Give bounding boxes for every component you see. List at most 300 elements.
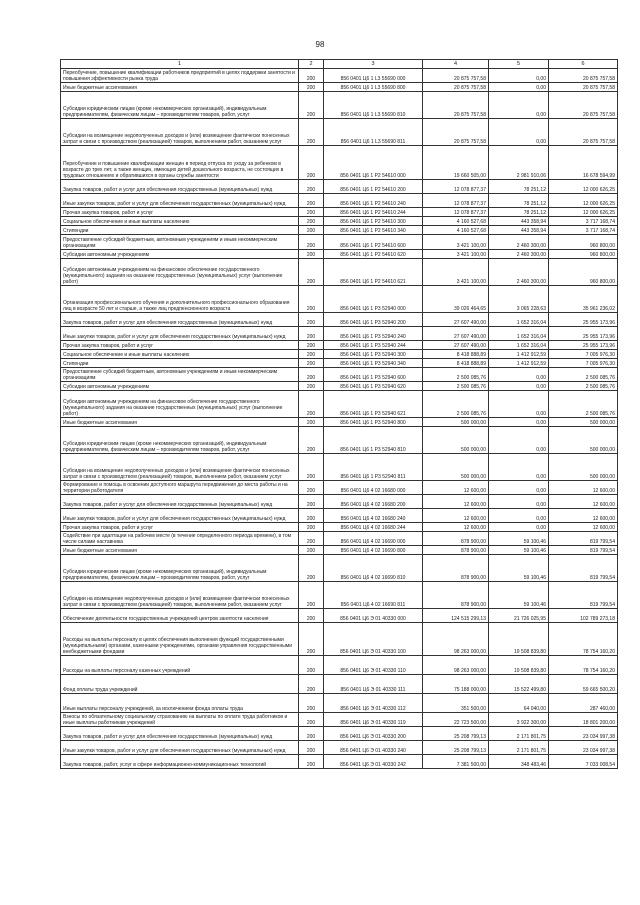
row-plan-cell: 500 000,00: [423, 418, 489, 427]
row-kbk-cell: 856 0401 Ц6 1 P2 54610 600: [324, 235, 423, 250]
table-row: [61, 523, 618, 532]
row-code-cell: 200: [299, 555, 324, 582]
row-name-cell: Обеспечение деятельности государственных учреждений центров занятости населения: [61, 609, 299, 623]
row-code-cell: 200: [299, 509, 324, 523]
row-kbk-cell: 856 0401 Ц6 Э 01 40330 200: [324, 727, 423, 741]
row-plan-cell: 500 000,00: [423, 454, 489, 481]
row-name-cell: Прочая закупка товаров, работ и услуг: [61, 341, 299, 350]
row-rest-cell: 3 717 168,74: [549, 226, 618, 235]
row-exec-cell: 15 522 499,80: [489, 675, 549, 694]
row-name-cell: Субсидии на возмещение недополученных доходов и (или) возмещение фактически понесенных затрат в связи с производством (реализацией) товаров, выполнением работ, оказанием услуг: [61, 454, 299, 481]
row-plan-cell: 20 875 757,58: [423, 92, 489, 119]
row-rest-cell: 500 000,00: [549, 454, 618, 481]
row-exec-cell: 78 251,12: [489, 208, 549, 217]
row-rest-cell: 960 800,00: [549, 250, 618, 259]
row-name-cell: Взносы по обязательному социальному страхованию на выплаты по оплате труда работников и иные выплаты работникам учреждений: [61, 713, 299, 727]
row-exec-cell: 2 460 300,00: [489, 235, 549, 250]
row-rest-cell: 59 665 500,20: [549, 675, 618, 694]
row-name-cell: Содействие при адаптации на рабочем месте (в течение определенного периода времени), в том числе силами наставника: [61, 532, 299, 546]
table-row: [61, 391, 618, 418]
row-exec-cell: 78 251,12: [489, 194, 549, 208]
row-code-cell: 200: [299, 755, 324, 769]
row-name-cell: Субсидии автономным учреждениям на финансовое обеспечение государственного (муниципального) задания на оказание государственных (муниципальных) услуг (выполнение работ): [61, 259, 299, 286]
row-exec-cell: 3 065 228,63: [489, 286, 549, 313]
table-row: [61, 454, 618, 481]
column-header: 4: [423, 60, 489, 69]
table-row: [61, 83, 618, 92]
row-name-cell: Иные бюджетные ассигнования: [61, 418, 299, 427]
row-plan-cell: 124 515 299,13: [423, 609, 489, 623]
row-code-cell: 200: [299, 532, 324, 546]
row-exec-cell: 0,00: [489, 382, 549, 391]
row-kbk-cell: 856 0401 Ц6 Э 01 40330 000: [324, 609, 423, 623]
row-exec-cell: 0,00: [489, 391, 549, 418]
row-code-cell: 200: [299, 623, 324, 656]
row-code-cell: 200: [299, 180, 324, 194]
row-name-cell: Социальное обеспечение и иные выплаты населению: [61, 350, 299, 359]
row-kbk-cell: 856 0401 Ц6 1 P2 54610 240: [324, 194, 423, 208]
row-exec-cell: 0,00: [489, 368, 549, 382]
row-rest-cell: 2 500 085,76: [549, 382, 618, 391]
row-code-cell: 200: [299, 69, 324, 83]
row-name-cell: Предоставление субсидий бюджетным, автономным учреждениям и иным некоммерческим организациям: [61, 235, 299, 250]
row-code-cell: 200: [299, 582, 324, 609]
row-kbk-cell: 856 0401 Ц6 1 P3 52940 300: [324, 350, 423, 359]
row-plan-cell: 12 600,00: [423, 481, 489, 495]
row-exec-cell: 0,00: [489, 495, 549, 509]
row-plan-cell: 4 160 527,68: [423, 217, 489, 226]
row-kbk-cell: 856 0401 Ц6 4 02 16680 200: [324, 495, 423, 509]
row-code-cell: 200: [299, 391, 324, 418]
row-code-cell: 200: [299, 313, 324, 327]
row-code-cell: 200: [299, 368, 324, 382]
table-row: [61, 146, 618, 180]
table-row: [61, 555, 618, 582]
row-plan-cell: 7 381 500,00: [423, 755, 489, 769]
row-rest-cell: 12 000 626,25: [549, 208, 618, 217]
row-name-cell: Стипендии: [61, 359, 299, 368]
row-exec-cell: 0,00: [489, 83, 549, 92]
row-rest-cell: 819 799,54: [549, 532, 618, 546]
row-kbk-cell: 856 0401 Ц6 4 02 16680 240: [324, 509, 423, 523]
row-kbk-cell: 856 0401 Ц6 1 P2 54610 620: [324, 250, 423, 259]
row-kbk-cell: 856 0401 Ц6 1 P3 52940 811: [324, 454, 423, 481]
row-rest-cell: 12 600,00: [549, 481, 618, 495]
row-rest-cell: 12 000 626,25: [549, 194, 618, 208]
row-name-cell: Предоставление субсидий бюджетным, автономным учреждениям и иным некоммерческим организациям: [61, 368, 299, 382]
table-row: [61, 368, 618, 382]
row-rest-cell: 20 875 757,58: [549, 83, 618, 92]
row-code-cell: 200: [299, 454, 324, 481]
row-plan-cell: 98 263 000,00: [423, 623, 489, 656]
row-code-cell: 200: [299, 119, 324, 146]
row-exec-cell: 2 460 300,00: [489, 259, 549, 286]
row-kbk-cell: 856 0401 Ц6 1 P3 52940 620: [324, 382, 423, 391]
row-code-cell: 200: [299, 694, 324, 713]
table-row: [61, 546, 618, 555]
table-row: [61, 481, 618, 495]
row-kbk-cell: 856 0401 Ц6 Э 01 40330 119: [324, 713, 423, 727]
row-rest-cell: 23 034 997,38: [549, 741, 618, 755]
row-exec-cell: 1 412 912,59: [489, 359, 549, 368]
row-code-cell: 200: [299, 382, 324, 391]
row-name-cell: Прочая закупка товаров, работ и услуг: [61, 208, 299, 217]
row-name-cell: Фонд оплаты труда учреждений: [61, 675, 299, 694]
row-exec-cell: 0,00: [489, 69, 549, 83]
row-exec-cell: 59 100,46: [489, 532, 549, 546]
row-rest-cell: 102 789 273,18: [549, 609, 618, 623]
row-exec-cell: 0,00: [489, 427, 549, 454]
row-kbk-cell: 856 0401 Ц6 1 P3 52940 244: [324, 341, 423, 350]
row-code-cell: 200: [299, 217, 324, 226]
row-exec-cell: 0,00: [489, 92, 549, 119]
table-row: [61, 286, 618, 313]
row-plan-cell: 12 600,00: [423, 495, 489, 509]
row-exec-cell: 0,00: [489, 119, 549, 146]
row-plan-cell: 25 208 799,13: [423, 727, 489, 741]
row-plan-cell: 12 600,00: [423, 509, 489, 523]
row-exec-cell: 21 726 025,95: [489, 609, 549, 623]
row-name-cell: Закупка товаров, работ и услуг для обеспечения государственных (муниципальных) нужд: [61, 313, 299, 327]
row-rest-cell: 35 961 236,02: [549, 286, 618, 313]
row-name-cell: Закупка товаров, работ, услуг в сфере информационно-коммуникационных технологий: [61, 755, 299, 769]
row-plan-cell: 27 607 490,00: [423, 327, 489, 341]
row-plan-cell: 20 875 757,58: [423, 119, 489, 146]
row-rest-cell: 25 955 173,96: [549, 341, 618, 350]
table-body: [61, 69, 618, 769]
row-code-cell: 200: [299, 495, 324, 509]
row-kbk-cell: 856 0401 Ц6 1 P3 52940 240: [324, 327, 423, 341]
row-name-cell: Субсидии автономным учреждениям на финансовое обеспечение государственного (муниципального) задания на оказание государственных (муниципальных) услуг (выполнение работ): [61, 391, 299, 418]
row-name-cell: Иные закупки товаров, работ и услуг для обеспечения государственных (муниципальных) нужд: [61, 327, 299, 341]
row-exec-cell: 0,00: [489, 418, 549, 427]
table-row: [61, 359, 618, 368]
row-name-cell: Субсидии юридическим лицам (кроме некоммерческих организаций), индивидуальным предпринимателям, физическим лицам – производителям товаров, работ, услуг: [61, 92, 299, 119]
table-row: [61, 382, 618, 391]
row-exec-cell: 443 358,94: [489, 217, 549, 226]
row-rest-cell: 287 460,00: [549, 694, 618, 713]
row-rest-cell: 20 875 757,58: [549, 119, 618, 146]
row-exec-cell: 3 922 300,00: [489, 713, 549, 727]
table-header-row: [61, 60, 618, 69]
row-rest-cell: 12 600,00: [549, 523, 618, 532]
row-kbk-cell: 856 0401 Ц6 1 P2 54610 200: [324, 180, 423, 194]
row-plan-cell: 20 875 757,58: [423, 83, 489, 92]
row-kbk-cell: 856 0401 Ц6 1 P3 52940 340: [324, 359, 423, 368]
row-plan-cell: 75 188 000,00: [423, 675, 489, 694]
column-header: 3: [324, 60, 423, 69]
row-plan-cell: 3 421 100,00: [423, 250, 489, 259]
row-rest-cell: 16 678 594,99: [549, 146, 618, 180]
row-name-cell: Субсидии юридическим лицам (кроме некоммерческих организаций), индивидуальным предпринимателям, физическим лицам – производителям товаров, работ, услуг: [61, 427, 299, 454]
row-plan-cell: 2 500 085,76: [423, 382, 489, 391]
row-kbk-cell: 856 0401 Ц6 1 L3 55690 810: [324, 92, 423, 119]
row-kbk-cell: 856 0401 Ц6 1 P2 54610 300: [324, 217, 423, 226]
table-row: [61, 427, 618, 454]
row-code-cell: 200: [299, 546, 324, 555]
table-row: [61, 180, 618, 194]
row-exec-cell: 2 460 300,00: [489, 250, 549, 259]
row-code-cell: 200: [299, 286, 324, 313]
row-kbk-cell: 856 0401 Ц6 4 02 16690 000: [324, 532, 423, 546]
row-exec-cell: 59 100,46: [489, 546, 549, 555]
row-code-cell: 200: [299, 418, 324, 427]
row-exec-cell: 2 981 910,06: [489, 146, 549, 180]
row-exec-cell: 78 251,12: [489, 180, 549, 194]
budget-table: [60, 59, 618, 769]
table-row: [61, 341, 618, 350]
row-kbk-cell: 856 0401 Ц6 1 P3 52940 800: [324, 418, 423, 427]
row-rest-cell: 960 800,00: [549, 235, 618, 250]
row-kbk-cell: 856 0401 Ц6 1 P2 54610 244: [324, 208, 423, 217]
row-name-cell: Субсидии автономным учреждениям: [61, 382, 299, 391]
row-plan-cell: 878 900,00: [423, 582, 489, 609]
column-header: 6: [549, 60, 618, 69]
table-row: [61, 69, 618, 83]
row-plan-cell: 25 208 799,13: [423, 741, 489, 755]
table-row: [61, 208, 618, 217]
row-plan-cell: 98 263 000,00: [423, 656, 489, 675]
row-name-cell: Субсидии автономным учреждениям: [61, 250, 299, 259]
row-rest-cell: 25 955 173,96: [549, 327, 618, 341]
row-name-cell: Переобучение и повышение квалификации женщин в период отпуска по уходу за ребенком в возрасте до трех лет, а также женщин, имеющих детей дошкольного возраста, не состоящих в трудовых отношениях и обратившихся в органы службы занятости: [61, 146, 299, 180]
row-name-cell: Прочая закупка товаров, работ и услуг: [61, 523, 299, 532]
row-kbk-cell: 856 0401 Ц6 Э 01 40330 242: [324, 755, 423, 769]
row-plan-cell: 4 160 527,68: [423, 226, 489, 235]
table-row: [61, 656, 618, 675]
row-exec-cell: 0,00: [489, 509, 549, 523]
row-plan-cell: 27 607 490,00: [423, 313, 489, 327]
row-exec-cell: 59 100,46: [489, 555, 549, 582]
row-code-cell: 200: [299, 259, 324, 286]
row-kbk-cell: 856 0401 Ц6 1 L3 55690 811: [324, 119, 423, 146]
row-name-cell: Стипендии: [61, 226, 299, 235]
table-row: [61, 727, 618, 741]
row-kbk-cell: 856 0401 Ц6 1 P2 54610 621: [324, 259, 423, 286]
row-name-cell: Иные выплаты персоналу учреждений, за исключением фонда оплаты труда: [61, 694, 299, 713]
row-code-cell: 200: [299, 727, 324, 741]
row-code-cell: 200: [299, 146, 324, 180]
row-kbk-cell: 856 0401 Ц6 4 02 16690 811: [324, 582, 423, 609]
row-kbk-cell: 856 0401 Ц6 1 P3 52940 810: [324, 427, 423, 454]
table-row: [61, 755, 618, 769]
row-rest-cell: 25 955 173,96: [549, 313, 618, 327]
row-plan-cell: 3 421 100,00: [423, 235, 489, 250]
row-plan-cell: 2 500 085,76: [423, 391, 489, 418]
row-kbk-cell: 856 0401 Ц6 1 P3 52940 200: [324, 313, 423, 327]
row-plan-cell: 39 026 464,65: [423, 286, 489, 313]
table-row: [61, 694, 618, 713]
table-row: [61, 713, 618, 727]
row-plan-cell: 878 900,00: [423, 532, 489, 546]
row-code-cell: 200: [299, 92, 324, 119]
row-plan-cell: 12 078 877,37: [423, 180, 489, 194]
table-row: [61, 119, 618, 146]
row-rest-cell: 960 800,00: [549, 259, 618, 286]
row-rest-cell: 7 033 008,54: [549, 755, 618, 769]
row-name-cell: Расходы на выплаты персоналу казенных учреждений: [61, 656, 299, 675]
row-plan-cell: 20 875 757,58: [423, 69, 489, 83]
row-name-cell: Переобучение, повышение квалификации работников предприятий в целях поддержки занятости и повышения эффективности рынка труда: [61, 69, 299, 83]
row-code-cell: 200: [299, 235, 324, 250]
row-name-cell: Закупка товаров, работ и услуг для обеспечения государственных (муниципальных) нужд: [61, 180, 299, 194]
row-rest-cell: 20 875 757,58: [549, 92, 618, 119]
row-rest-cell: 500 000,00: [549, 418, 618, 427]
row-exec-cell: 1 652 316,04: [489, 327, 549, 341]
table-row: [61, 582, 618, 609]
table-row: [61, 532, 618, 546]
row-rest-cell: 78 754 160,20: [549, 623, 618, 656]
row-code-cell: 200: [299, 226, 324, 235]
row-rest-cell: 18 801 200,00: [549, 713, 618, 727]
column-header: 1: [61, 60, 299, 69]
table-row: [61, 235, 618, 250]
row-plan-cell: 2 500 085,76: [423, 368, 489, 382]
row-kbk-cell: 856 0401 Ц6 1 P3 52940 600: [324, 368, 423, 382]
row-name-cell: Иные закупки товаров, работ и услуг для обеспечения государственных (муниципальных) нужд: [61, 741, 299, 755]
row-code-cell: 200: [299, 481, 324, 495]
row-exec-cell: 2 171 801,75: [489, 727, 549, 741]
row-rest-cell: 20 875 757,58: [549, 69, 618, 83]
row-rest-cell: 7 005 976,30: [549, 359, 618, 368]
row-kbk-cell: 856 0401 Ц6 4 02 16690 800: [324, 546, 423, 555]
row-kbk-cell: 856 0401 Ц6 1 P3 52940 000: [324, 286, 423, 313]
row-name-cell: Организация профессионального обучения и дополнительного профессионального образования лиц в возрасте 50 лет и старше, а также лиц предпенсионного возраста: [61, 286, 299, 313]
row-exec-cell: 0,00: [489, 481, 549, 495]
row-name-cell: Расходы на выплаты персоналу в целях обеспечения выполнения функций государственными (муниципальными) органами, казенными учреждениями, органами управления государственными внебюджетными фондами: [61, 623, 299, 656]
row-plan-cell: 878 900,00: [423, 555, 489, 582]
row-exec-cell: 1 652 316,04: [489, 313, 549, 327]
table-row: [61, 609, 618, 623]
row-rest-cell: 819 799,54: [549, 582, 618, 609]
row-code-cell: 200: [299, 741, 324, 755]
table-row: [61, 313, 618, 327]
row-kbk-cell: 856 0401 Ц6 Э 01 40330 112: [324, 694, 423, 713]
row-code-cell: 200: [299, 327, 324, 341]
row-code-cell: 200: [299, 609, 324, 623]
row-code-cell: 200: [299, 713, 324, 727]
row-kbk-cell: 856 0401 Ц6 1 P2 54610 340: [324, 226, 423, 235]
row-rest-cell: 819 799,54: [549, 555, 618, 582]
row-name-cell: Иные закупки товаров, работ и услуг для обеспечения государственных (муниципальных) нужд: [61, 509, 299, 523]
row-name-cell: Иные закупки товаров, работ и услуг для обеспечения государственных (муниципальных) нужд: [61, 194, 299, 208]
table-row: [61, 250, 618, 259]
column-header: 2: [299, 60, 324, 69]
row-rest-cell: 23 034 997,38: [549, 727, 618, 741]
row-exec-cell: 0,00: [489, 523, 549, 532]
row-rest-cell: 12 600,00: [549, 495, 618, 509]
row-kbk-cell: 856 0401 Ц6 1 L3 55690 000: [324, 69, 423, 83]
row-kbk-cell: 856 0401 Ц6 Э 01 40330 110: [324, 656, 423, 675]
table-row: [61, 327, 618, 341]
row-exec-cell: 19 508 839,80: [489, 623, 549, 656]
row-rest-cell: 819 799,54: [549, 546, 618, 555]
row-name-cell: Субсидии юридическим лицам (кроме некоммерческих организаций), индивидуальным предпринимателям, физическим лицам – производителям товаров, работ, услуг: [61, 555, 299, 582]
table-row: [61, 675, 618, 694]
table-row: [61, 217, 618, 226]
row-exec-cell: 1 652 316,04: [489, 341, 549, 350]
row-rest-cell: 3 717 168,74: [549, 217, 618, 226]
row-kbk-cell: 856 0401 Ц6 Э 01 40330 100: [324, 623, 423, 656]
row-name-cell: Формирование и помощь в освоении доступного маршрута передвижения до места работы и на территории работодателя: [61, 481, 299, 495]
row-exec-cell: 59 100,46: [489, 582, 549, 609]
row-exec-cell: 0,00: [489, 454, 549, 481]
row-exec-cell: 2 171 801,75: [489, 741, 549, 755]
row-code-cell: 200: [299, 675, 324, 694]
row-plan-cell: 19 660 505,00: [423, 146, 489, 180]
row-plan-cell: 500 000,00: [423, 427, 489, 454]
row-code-cell: 200: [299, 350, 324, 359]
row-name-cell: Социальное обеспечение и иные выплаты населению: [61, 217, 299, 226]
row-exec-cell: 348 483,46: [489, 755, 549, 769]
table-row: [61, 509, 618, 523]
row-rest-cell: 7 005 976,30: [549, 350, 618, 359]
row-kbk-cell: 856 0401 Ц6 4 02 16690 810: [324, 555, 423, 582]
row-code-cell: 200: [299, 250, 324, 259]
table-row: [61, 259, 618, 286]
row-code-cell: 200: [299, 194, 324, 208]
table-row: [61, 495, 618, 509]
row-code-cell: 200: [299, 656, 324, 675]
row-exec-cell: 64 040,00: [489, 694, 549, 713]
row-kbk-cell: 856 0401 Ц6 1 P3 52940 621: [324, 391, 423, 418]
row-rest-cell: 2 500 085,76: [549, 368, 618, 382]
row-name-cell: Субсидии на возмещение недополученных доходов и (или) возмещение фактически понесенных затрат в связи с производством (реализацией) товаров, выполнением работ, оказанием услуг: [61, 582, 299, 609]
row-rest-cell: 2 500 085,76: [549, 391, 618, 418]
row-rest-cell: 12 600,00: [549, 509, 618, 523]
row-name-cell: Иные бюджетные ассигнования: [61, 546, 299, 555]
row-code-cell: 200: [299, 83, 324, 92]
row-code-cell: 200: [299, 208, 324, 217]
page-number: 98: [315, 40, 325, 49]
row-code-cell: 200: [299, 427, 324, 454]
table-row: [61, 418, 618, 427]
column-header: 5: [489, 60, 549, 69]
row-name-cell: Иные бюджетные ассигнования: [61, 83, 299, 92]
row-exec-cell: 1 412 912,59: [489, 350, 549, 359]
row-plan-cell: 22 723 500,00: [423, 713, 489, 727]
row-plan-cell: 8 418 888,89: [423, 359, 489, 368]
table-row: [61, 194, 618, 208]
row-name-cell: Закупка товаров, работ и услуг для обеспечения государственных (муниципальных) нужд: [61, 727, 299, 741]
row-plan-cell: 351 500,00: [423, 694, 489, 713]
row-kbk-cell: 856 0401 Ц6 1 L3 55690 800: [324, 83, 423, 92]
row-rest-cell: 78 754 160,20: [549, 656, 618, 675]
row-rest-cell: 12 000 626,25: [549, 180, 618, 194]
table-row: [61, 350, 618, 359]
table-row: [61, 226, 618, 235]
row-kbk-cell: 856 0401 Ц6 4 02 16680 000: [324, 481, 423, 495]
row-kbk-cell: 856 0401 Ц6 Э 01 40330 111: [324, 675, 423, 694]
row-code-cell: 200: [299, 523, 324, 532]
row-kbk-cell: 856 0401 Ц6 4 02 16680 244: [324, 523, 423, 532]
row-exec-cell: 19 508 839,80: [489, 656, 549, 675]
row-code-cell: 200: [299, 341, 324, 350]
row-plan-cell: 12 078 877,37: [423, 194, 489, 208]
row-plan-cell: 3 421 100,00: [423, 259, 489, 286]
table-row: [61, 741, 618, 755]
row-exec-cell: 443 358,94: [489, 226, 549, 235]
row-plan-cell: 12 600,00: [423, 523, 489, 532]
row-name-cell: Субсидии на возмещение недополученных доходов и (или) возмещение фактически понесенных затрат в связи с производством (реализацией) товаров, выполнением работ, оказанием услуг: [61, 119, 299, 146]
row-plan-cell: 8 418 888,89: [423, 350, 489, 359]
row-plan-cell: 27 607 490,00: [423, 341, 489, 350]
table-row: [61, 92, 618, 119]
row-plan-cell: 12 078 877,37: [423, 208, 489, 217]
row-name-cell: Закупка товаров, работ и услуг для обеспечения государственных (муниципальных) нужд: [61, 495, 299, 509]
row-code-cell: 200: [299, 359, 324, 368]
row-kbk-cell: 856 0401 Ц6 Э 01 40330 240: [324, 741, 423, 755]
